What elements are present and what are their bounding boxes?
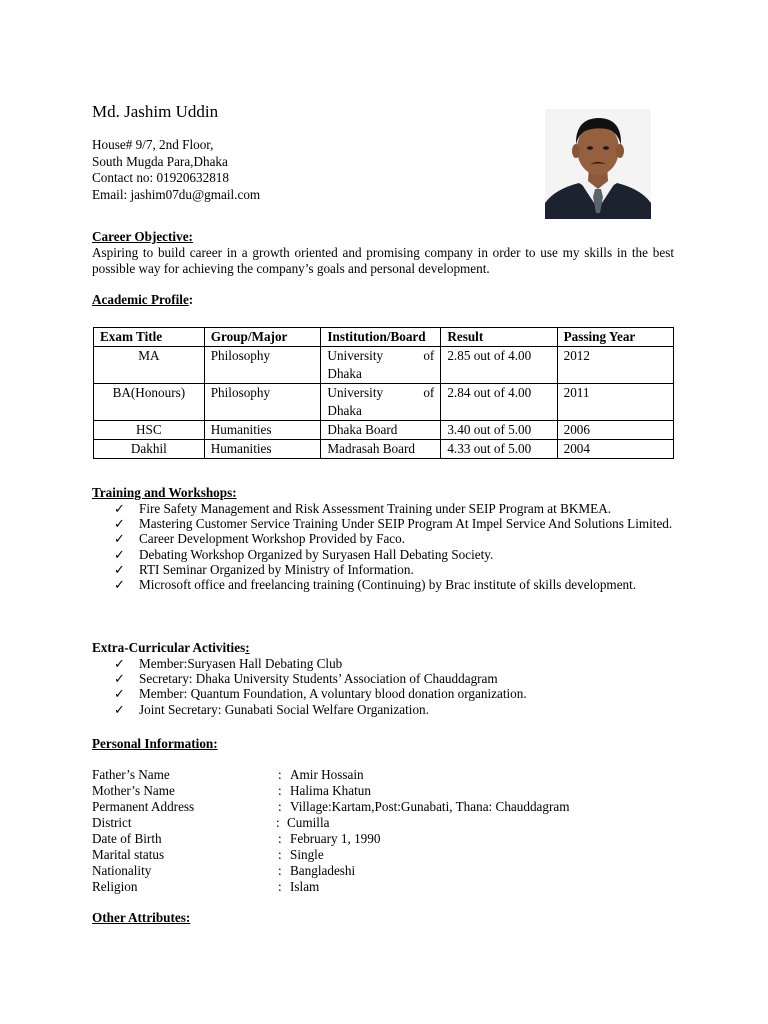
column-header: Group/Major <box>204 328 321 347</box>
list-item-text: Career Development Workshop Provided by Faco. <box>139 531 406 547</box>
check-mark-icon: ✓ <box>114 701 126 717</box>
list-item-text: Member: Quantum Foundation, A voluntary blood donation organization. <box>139 686 527 702</box>
list-item <box>92 702 674 717</box>
list-item-text: Member:Suryasen Hall Debating Club <box>139 656 343 671</box>
person-photo-icon <box>545 109 651 219</box>
contact-block <box>92 137 260 203</box>
exam-cell: Dakhil <box>94 440 205 459</box>
check-mark-icon: ✓ <box>114 577 126 593</box>
training-list <box>92 501 674 592</box>
institution-cell: Dhaka Board <box>321 421 441 440</box>
institution-word: of <box>423 348 435 363</box>
extra-curricular-heading <box>92 640 250 656</box>
group-cell: Humanities <box>204 421 321 440</box>
group-cell: Philosophy <box>204 347 321 384</box>
exam-cell: MA <box>94 347 205 384</box>
year-cell: 2006 <box>557 421 673 440</box>
institution-word: Dhaka <box>327 403 362 418</box>
list-item <box>92 577 674 592</box>
check-mark-icon: ✓ <box>114 531 126 547</box>
list-item-text: Joint Secretary: Gunabati Social Welfare Organization. <box>139 701 429 717</box>
list-item <box>92 656 674 671</box>
check-mark-icon: ✓ <box>114 501 126 516</box>
list-item-text: Secretary: Dhaka University Students’ Association of Chauddagram <box>139 671 498 687</box>
institution-cell <box>321 347 441 384</box>
field-separator: : <box>278 767 282 782</box>
career-objective-heading: Career Objective: <box>92 229 193 244</box>
academic-table <box>93 327 674 459</box>
field-separator: : <box>278 847 282 862</box>
field-separator: : <box>278 863 282 878</box>
institution-cell <box>321 384 441 421</box>
list-item <box>92 531 674 546</box>
check-mark-icon: ✓ <box>114 561 126 577</box>
list-item-text: Fire Safety Management and Risk Assessment Training under SEIP Program at BKMEA. <box>139 501 612 516</box>
table-row <box>94 421 674 440</box>
group-cell: Philosophy <box>204 384 321 421</box>
table-row <box>94 440 674 459</box>
list-item-text: Mastering Customer Service Training Under SEIP Program At Impel Service And Solutions Limited. <box>139 516 673 532</box>
field-value: February 1, 1990 <box>290 831 381 846</box>
field-value: Amir Hossain <box>290 767 364 782</box>
list-item-text: Microsoft office and freelancing training (Continuing) by Brac institute of skills development. <box>139 577 637 593</box>
profile-photo <box>545 109 651 219</box>
list-item-text: Debating Workshop Organized by Suryasen Hall Debating Society. <box>139 546 494 562</box>
field-label: Nationality <box>92 863 152 878</box>
result-cell: 3.40 out of 5.00 <box>441 421 557 440</box>
institution-word: of <box>423 385 435 400</box>
field-value: Village:Kartam,Post:Gunabati, Thana: Chauddagram <box>290 799 570 814</box>
field-value: Bangladeshi <box>290 863 356 878</box>
extra-heading-colon: : <box>245 640 250 655</box>
field-label: Father’s Name <box>92 767 170 782</box>
field-label: Marital status <box>92 847 165 862</box>
institution-cell: Madrasah Board <box>321 440 441 459</box>
field-label: Date of Birth <box>92 831 162 846</box>
column-header: Passing Year <box>557 328 673 347</box>
field-separator: : <box>278 799 282 814</box>
list-item <box>92 686 674 701</box>
check-mark-icon: ✓ <box>114 546 126 562</box>
column-header: Institution/Board <box>321 328 441 347</box>
field-value: Islam <box>290 879 320 894</box>
field-label: Mother’s Name <box>92 783 175 798</box>
table-row <box>94 384 674 421</box>
field-separator: : <box>278 831 282 846</box>
field-label: Religion <box>92 879 138 894</box>
list-item-text: RTI Seminar Organized by Ministry of Information. <box>139 561 414 577</box>
email-address: Email: jashim07du@gmail.com <box>92 186 261 202</box>
extra-curricular-list <box>92 656 674 717</box>
list-item <box>92 671 674 686</box>
year-cell: 2011 <box>557 384 673 421</box>
column-header: Exam Title <box>94 328 205 347</box>
result-cell: 4.33 out of 5.00 <box>441 440 557 459</box>
academic-profile-heading <box>92 292 193 308</box>
list-item <box>92 547 674 562</box>
year-cell: 2012 <box>557 347 673 384</box>
field-label: District <box>92 815 132 830</box>
table-header-row <box>94 328 674 347</box>
field-value: Cumilla <box>287 815 330 830</box>
exam-cell: HSC <box>94 421 205 440</box>
exam-cell: BA(Honours) <box>94 384 205 421</box>
check-mark-icon: ✓ <box>114 516 126 532</box>
result-cell: 2.85 out of 4.00 <box>441 347 557 384</box>
list-item <box>92 501 674 516</box>
check-mark-icon: ✓ <box>114 686 126 702</box>
institution-word: Dhaka <box>327 366 362 381</box>
list-item <box>92 516 674 531</box>
field-separator: : <box>278 783 282 798</box>
candidate-name: Md. Jashim Uddin <box>92 102 219 121</box>
field-separator: : <box>278 879 282 894</box>
list-item <box>92 562 674 577</box>
institution-word: University <box>327 348 384 363</box>
table-row <box>94 347 674 384</box>
field-value: Single <box>290 847 324 862</box>
year-cell: 2004 <box>557 440 673 459</box>
academic-heading-colon: : <box>188 292 194 307</box>
academic-heading-text: Academic Profile <box>92 292 189 307</box>
check-mark-icon: ✓ <box>114 656 126 671</box>
institution-word: University <box>327 385 384 400</box>
field-label: Permanent Address <box>92 799 195 814</box>
check-mark-icon: ✓ <box>114 671 126 687</box>
contact-number: Contact no: 01920632818 <box>92 170 229 185</box>
column-header: Result <box>441 328 557 347</box>
address-line-2: South Mugda Para,Dhaka <box>92 153 228 169</box>
personal-info-heading: Personal Information: <box>92 736 218 751</box>
result-cell: 2.84 out of 4.00 <box>441 384 557 421</box>
career-objective-text: Aspiring to build career in a growth oriented and promising company in order to use my skills in the best possible way for achieving the company’s goals and personal development. <box>92 245 674 276</box>
field-value: Halima Khatun <box>290 783 371 798</box>
field-separator: : <box>276 815 280 830</box>
other-attributes-heading: Other Attributes: <box>92 910 191 925</box>
training-heading: Training and Workshops: <box>92 485 237 500</box>
group-cell: Humanities <box>204 440 321 459</box>
extra-heading-text: Extra-Curricular Activities <box>92 640 246 655</box>
address-line-1: House# 9/7, 2nd Floor, <box>92 137 214 152</box>
